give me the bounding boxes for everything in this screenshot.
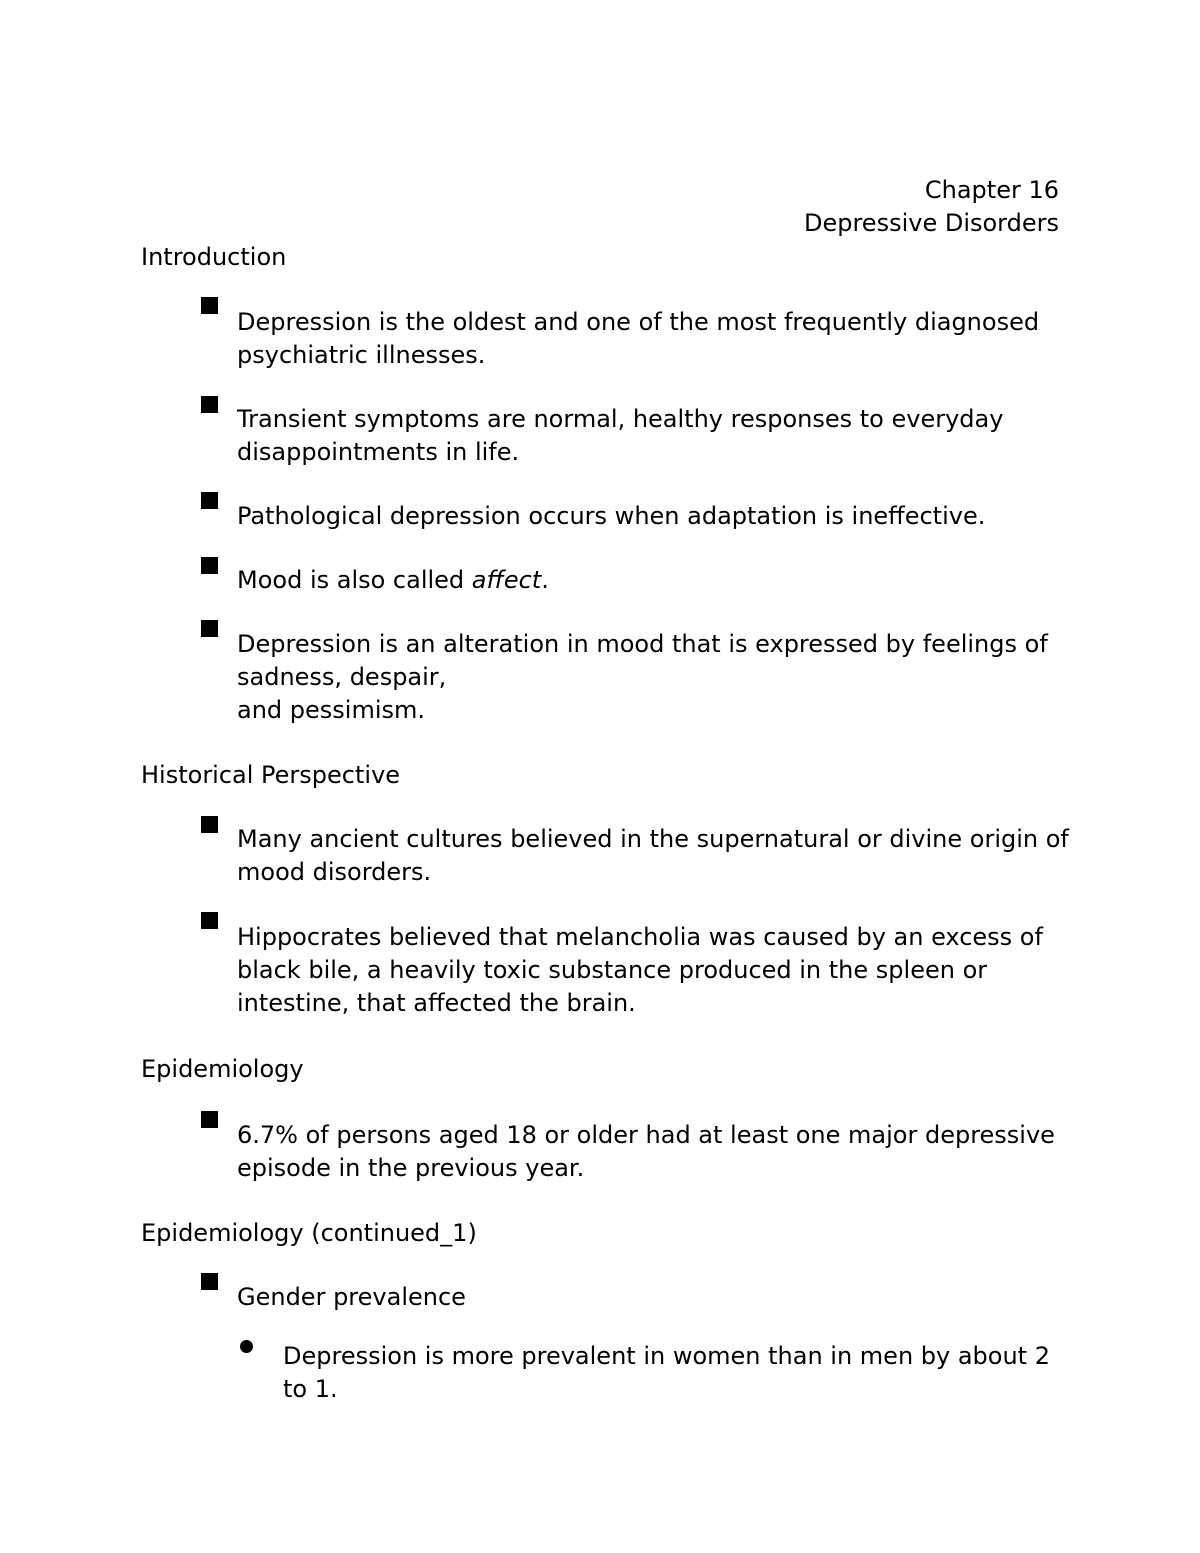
sub-list-item-line: Depression is more prevalent in women than in men by about 2 — [283, 1342, 1050, 1370]
affect-emphasis: affect — [471, 566, 542, 594]
list-item-line — [237, 564, 549, 597]
square-bullet-icon — [201, 557, 218, 574]
round-bullet-icon — [240, 1340, 253, 1353]
square-bullet-icon — [201, 620, 218, 637]
list-item-line: psychiatric illnesses. — [237, 341, 486, 369]
list-item-line: mood disorders. — [237, 858, 432, 886]
section-heading-historical: Historical Perspective — [141, 761, 401, 789]
section-heading-epidemiology-continued: Epidemiology (continued_1) — [141, 1219, 477, 1247]
square-bullet-icon — [201, 297, 218, 314]
square-bullet-icon — [201, 816, 218, 833]
list-item-line: and pessimism. — [237, 696, 426, 724]
list-item-line: 6.7% of persons aged 18 or older had at least one major depressive — [237, 1121, 1055, 1149]
list-item-line: Depression is the oldest and one of the most frequently diagnosed — [237, 308, 1040, 336]
mood-prefix-text: Mood is also called — [237, 566, 472, 594]
list-item-line: Transient symptoms are normal, healthy responses to everyday — [237, 405, 1004, 433]
sub-list-item-line: to 1. — [283, 1375, 338, 1403]
section-heading-epidemiology: Epidemiology — [141, 1055, 304, 1083]
chapter-title: Depressive Disorders — [803, 209, 1059, 237]
chapter-label: Chapter 16 — [924, 176, 1059, 204]
list-item-line: episode in the previous year. — [237, 1154, 585, 1182]
square-bullet-icon — [201, 492, 218, 509]
square-bullet-icon — [201, 1111, 218, 1128]
square-bullet-icon — [201, 912, 218, 929]
list-item-line: disappointments in life. — [237, 438, 520, 466]
list-item-line: black bile, a heavily toxic substance produced in the spleen or — [237, 956, 988, 984]
list-item-line: Gender prevalence — [237, 1283, 466, 1311]
section-heading-introduction: Introduction — [141, 243, 287, 271]
list-item-line: Depression is an alteration in mood that is expressed by feelings of — [237, 630, 1048, 658]
square-bullet-icon — [201, 396, 218, 413]
list-item-line: sadness, despair, — [237, 663, 447, 691]
square-bullet-icon — [201, 1273, 218, 1290]
list-item-line: Hippocrates believed that melancholia was caused by an excess of — [237, 923, 1043, 951]
list-item-line: Pathological depression occurs when adaptation is ineffective. — [237, 502, 986, 530]
mood-suffix-text: . — [541, 566, 549, 594]
list-item-line: Many ancient cultures believed in the supernatural or divine origin of — [237, 825, 1069, 853]
list-item-line: intestine, that affected the brain. — [237, 989, 636, 1017]
